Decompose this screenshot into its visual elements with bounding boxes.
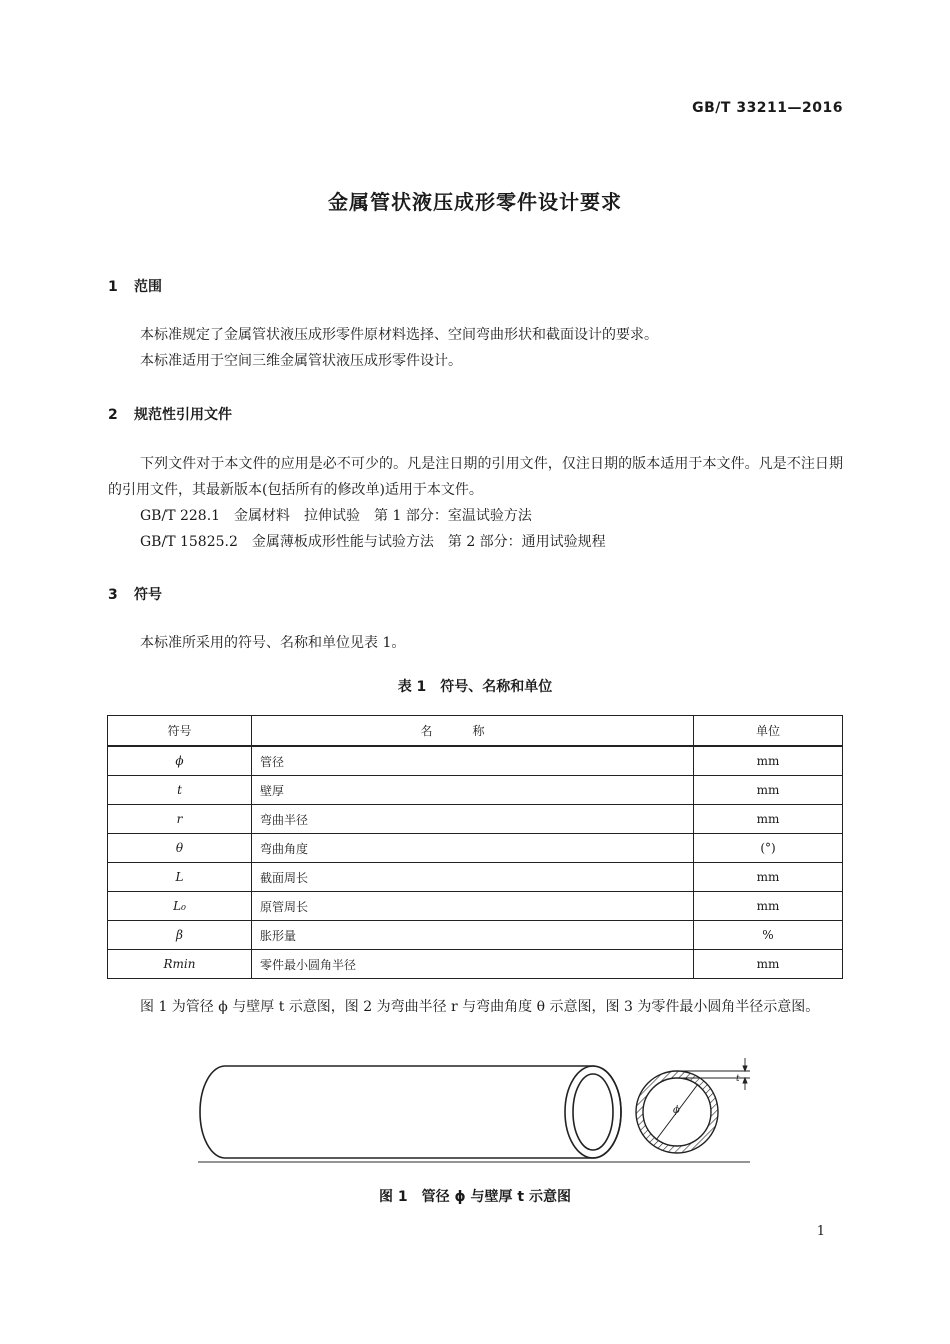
tube-side-view	[200, 1066, 621, 1158]
table-row	[108, 863, 843, 892]
symbols-table	[107, 715, 843, 979]
header-symbol: 符号	[108, 716, 252, 747]
name-cell: 壁厚	[252, 776, 694, 805]
symbol-cell: θ	[108, 834, 252, 863]
scope-paragraph-1: 本标准规定了金属管状液压成形零件原材料选择、空间弯曲形状和截面设计的要求。	[140, 327, 658, 343]
name-cell: 管径	[252, 746, 694, 776]
name-cell: 弯曲角度	[252, 834, 694, 863]
unit-cell: mm	[694, 863, 843, 892]
table-row	[108, 921, 843, 950]
unit-cell: mm	[694, 805, 843, 834]
section-number: 3	[108, 587, 118, 603]
name-cell: 截面周长	[252, 863, 694, 892]
unit-cell: mm	[694, 950, 843, 979]
standard-number: GB/T 33211—2016	[692, 100, 843, 116]
unit-cell: mm	[694, 746, 843, 776]
section-title: 范围	[134, 279, 162, 295]
label-t: t	[736, 1074, 740, 1084]
symbol-cell: L₀	[108, 892, 252, 921]
table-row	[108, 776, 843, 805]
tube-cross-section	[636, 1071, 718, 1153]
table-1-caption: 表 1 符号、名称和单位	[397, 679, 553, 695]
page-number: 1	[816, 1224, 825, 1239]
reference-gbt-15825-2: GB/T 15825.2 金属薄板成形性能与试验方法 第 2 部分：通用试验规程	[140, 534, 606, 550]
table-row	[108, 950, 843, 979]
name-cell: 零件最小圆角半径	[252, 950, 694, 979]
section-3-heading	[108, 584, 162, 604]
section-number: 2	[108, 407, 118, 423]
header-name: 名称	[252, 716, 694, 747]
symbols-paragraph: 本标准所采用的符号、名称和单位见表 1。	[140, 635, 406, 651]
unit-cell: (°)	[694, 834, 843, 863]
table-row	[108, 746, 843, 776]
document-title: 金属管状液压成形零件设计要求	[328, 190, 622, 214]
section-title: 规范性引用文件	[134, 407, 232, 423]
symbol-cell: t	[108, 776, 252, 805]
unit-cell: mm	[694, 892, 843, 921]
scope-paragraph-2: 本标准适用于空间三维金属管状液压成形零件设计。	[140, 353, 462, 369]
section-2-heading	[108, 404, 232, 424]
table-row	[108, 834, 843, 863]
table-header-row	[108, 716, 843, 747]
symbol-cell: r	[108, 805, 252, 834]
figure-intro-paragraph: 图 1 为管径 ϕ 与壁厚 t 示意图，图 2 为弯曲半径 r 与弯曲角度 θ 示意图，图 3 为零件最小圆角半径示意图。	[140, 999, 820, 1015]
table-row	[108, 805, 843, 834]
figure-1-drawing	[190, 1050, 760, 1175]
name-cell: 胀形量	[252, 921, 694, 950]
label-phi: ϕ	[673, 1105, 680, 1116]
symbol-cell: β	[108, 921, 252, 950]
symbol-cell: L	[108, 863, 252, 892]
section-title: 符号	[134, 587, 162, 603]
unit-cell: mm	[694, 776, 843, 805]
figure-1-caption: 图 1 管径 ϕ 与壁厚 t 示意图	[379, 1189, 571, 1205]
section-number: 1	[108, 279, 118, 295]
name-cell: 弯曲半径	[252, 805, 694, 834]
header-unit: 单位	[694, 716, 843, 747]
name-cell: 原管周长	[252, 892, 694, 921]
reference-gbt-228-1: GB/T 228.1 金属材料 拉伸试验 第 1 部分：室温试验方法	[140, 508, 532, 524]
symbol-cell: ϕ	[108, 746, 252, 776]
table-row	[108, 892, 843, 921]
symbol-cell: Rmin	[108, 950, 252, 979]
normative-paragraph: 下列文件对于本文件的应用是必不可少的。凡是注日期的引用文件，仅注日期的版本适用于本文件。凡是不注日期的引用文件，其最新版本(包括所有的修改单)适用于本文件。	[108, 456, 843, 498]
section-1-heading	[108, 276, 162, 296]
unit-cell: %	[694, 921, 843, 950]
